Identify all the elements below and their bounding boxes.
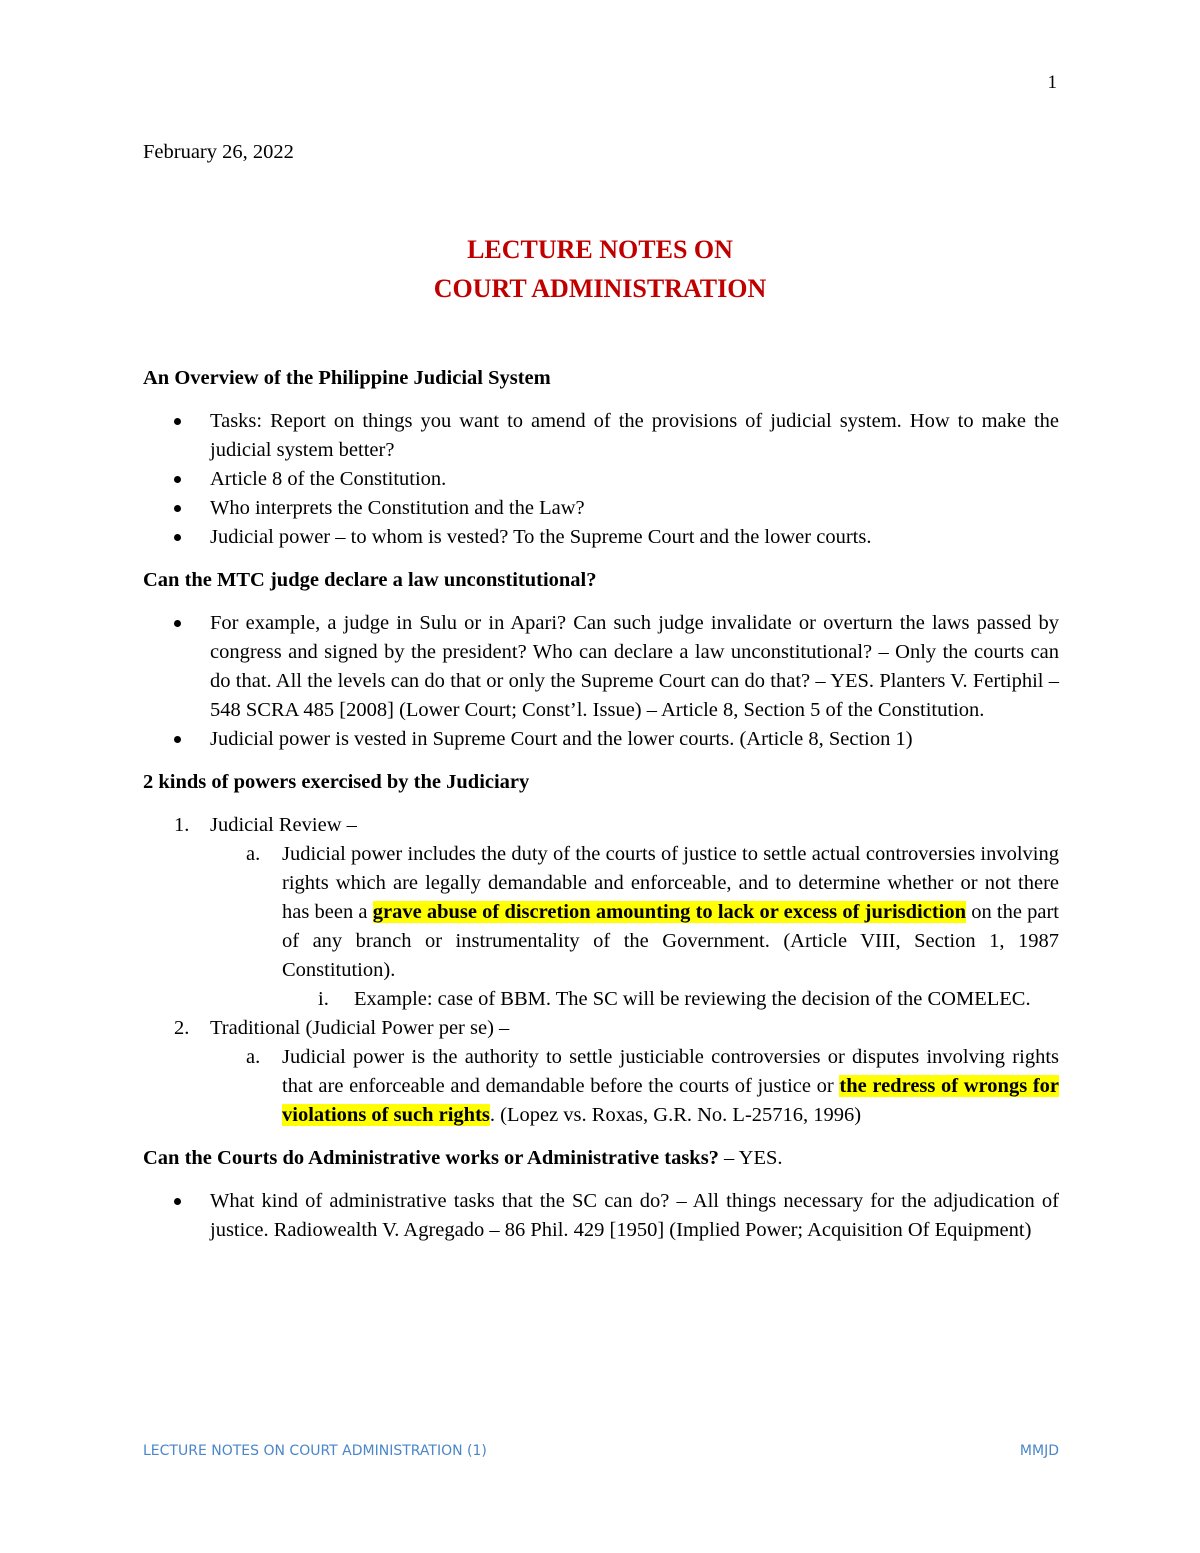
- item-label: Judicial Review –: [210, 814, 357, 836]
- list-marker: 2.: [174, 1017, 190, 1039]
- list-item: Judicial power is vested in Supreme Court and the lower courts. (Article 8, Section 1): [210, 725, 1059, 754]
- document-title: [0, 230, 1200, 308]
- list-marker: a.: [246, 843, 261, 865]
- list-item: What kind of administrative tasks that the SC can do? – All things necessary for the adjudication of justice. Radiowealth V. Agregado – 86 Phil. 429 [1950] (Implied Power; Acquisition Of Equipment): [210, 1187, 1059, 1245]
- section-heading-admin: [143, 1144, 1059, 1173]
- highlighted-text: the redress of wrongs for violations of such rights: [282, 1075, 1059, 1126]
- numbered-item-judicial-review: [174, 811, 1060, 1014]
- highlighted-text: grave abuse of discretion amounting to lack or excess of jurisdiction: [372, 901, 966, 923]
- list-item: Article 8 of the Constitution.: [210, 465, 1059, 494]
- document-body: [143, 364, 1059, 1259]
- numbered-list-powers: [143, 811, 1059, 1130]
- sub-item-text: on the part of any branch or instrumentality of the Government. (Article VIII, Section 1, 1987 Constitution).: [282, 901, 1060, 981]
- sub-sub-list: [282, 985, 1059, 1014]
- heading-plain-text: – YES.: [718, 1147, 783, 1169]
- sub-sub-item: [318, 985, 1059, 1014]
- item-label: Traditional (Judicial Power per se) –: [210, 1017, 510, 1039]
- title-line-2: COURT ADMINISTRATION: [433, 274, 767, 303]
- list-item: For example, a judge in Sulu or in Apari? Can such judge invalidate or overturn the laws passed by congress and signed by the president? Who can declare a law unconstitutional? – Only the courts can do that. All the levels can do that or only the Supreme Court can do that? – YES. Planters V. Fertiphil – 548 SCRA 485 [2008] (Lower Court; Const’l. Issue) – Article 8, Section 5 of the Constitution.: [210, 609, 1059, 725]
- sub-sub-item-text: Example: case of BBM. The SC will be reviewing the decision of the COMELEC.: [354, 988, 1031, 1010]
- bullet-list-mtc: [143, 609, 1059, 754]
- sub-item: [246, 840, 1060, 1014]
- bullet-list-overview: [143, 407, 1059, 552]
- list-item: Who interprets the Constitution and the Law?: [210, 494, 1059, 523]
- page-number: 1: [1047, 72, 1057, 93]
- title-line-1: LECTURE NOTES ON: [467, 235, 733, 264]
- document-date: February 26, 2022: [143, 141, 294, 163]
- sub-item: [246, 1043, 1059, 1130]
- section-heading-mtc: Can the MTC judge declare a law unconstitutional?: [143, 569, 597, 591]
- list-marker: a.: [246, 1046, 261, 1068]
- section-heading-powers: 2 kinds of powers exercised by the Judiciary: [143, 771, 530, 793]
- page-footer: [143, 1443, 1059, 1459]
- sub-list: [210, 840, 1059, 1014]
- section-heading-overview: An Overview of the Philippine Judicial System: [143, 367, 551, 389]
- sub-item-text: Judicial power includes the duty of the courts of justice to settle actual controversies involving rights which are legally demandable and enforceable, and to determine whether or not there has been a: [282, 843, 1059, 923]
- list-marker: 1.: [174, 814, 190, 836]
- footer-title: LECTURE NOTES ON COURT ADMINISTRATION (1): [143, 1443, 487, 1459]
- numbered-item-traditional: [174, 1014, 1059, 1130]
- sub-list: [210, 1043, 1059, 1130]
- sub-item-text: Judicial power is the authority to settle justiciable controversies or disputes involving rights that are enforceable and demandable before the courts of justice or: [282, 1046, 1059, 1097]
- list-item: Judicial power – to whom is vested? To the Supreme Court and the lower courts.: [210, 523, 1059, 552]
- list-item: Tasks: Report on things you want to amend of the provisions of judicial system. How to make the judicial system better?: [210, 407, 1059, 465]
- heading-bold-text: Can the Courts do Administrative works or Administrative tasks?: [143, 1147, 719, 1169]
- list-marker: i.: [318, 988, 329, 1010]
- footer-initials: MMJD: [1019, 1443, 1059, 1459]
- sub-item-text: . (Lopez vs. Roxas, G.R. No. L-25716, 1996): [489, 1104, 862, 1126]
- bullet-list-admin: [143, 1187, 1059, 1245]
